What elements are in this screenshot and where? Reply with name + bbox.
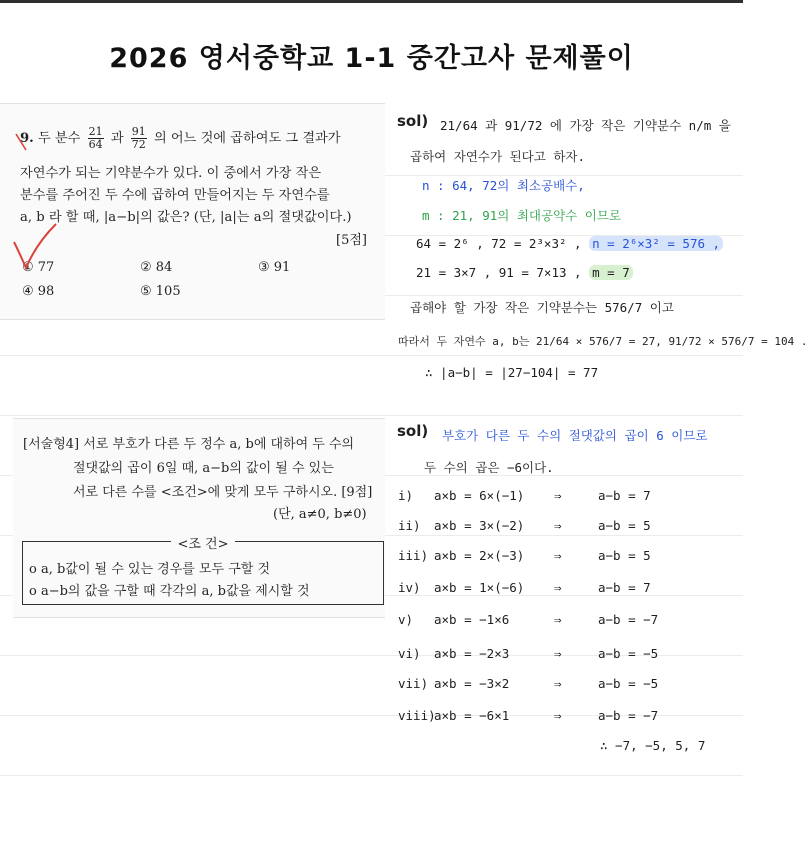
solution-label: sol) xyxy=(397,422,429,440)
solution-9-answer: ∴ |a−b| = |27−104| = 77 xyxy=(425,365,599,380)
problem-4-line-3: 서로 다른 수를 <조건>에 맞게 모두 구하시오. [9점] xyxy=(73,485,373,500)
top-border xyxy=(0,0,743,3)
problem-9-line-3: 분수를 주어진 두 수에 곱하여 만들어지는 두 자연수를 xyxy=(20,188,330,203)
page-title: 2026 영서중학교 1-1 중간고사 문제풀이 xyxy=(109,43,634,74)
fraction-1: $\frac{21}{64}$ xyxy=(88,125,103,151)
condition-title: <조 건> xyxy=(23,533,383,552)
fraction-2: $\frac{91}{72}$ xyxy=(131,125,146,151)
problem-4-line-4: (단, a≠0, b≠0) xyxy=(273,507,367,522)
condition-item: o a, b값이 될 수 있는 경우를 모두 구할 것 xyxy=(29,562,271,577)
ruled-line xyxy=(0,775,743,776)
condition-item: o a−b의 값을 구할 때 각각의 a, b값을 제시할 것 xyxy=(29,584,310,599)
option-2: ② 84 xyxy=(140,260,173,275)
problem-9-line-2: 자연수가 되는 기약분수가 있다. 이 중에서 가장 작은 xyxy=(20,166,322,181)
case-row: vi) a×b = −2×3 ⇒ a−b = −5 xyxy=(398,646,659,661)
case-row: viii)a×b = −6×1 ⇒ a−b = −7 xyxy=(398,708,659,723)
solution-9-line: 21 = 3×7 , 91 = 7×13 , m = 7 xyxy=(416,265,633,280)
problem-text: 두 분수 xyxy=(37,131,81,146)
red-check-mark xyxy=(10,222,58,272)
ruled-line xyxy=(0,355,743,356)
solution-9-line: 따라서 두 자연수 a, b는 21/64 × 576/7 = 27, 91/72 × 576/7 = 104 . xyxy=(398,335,808,348)
option-3: ③ 91 xyxy=(258,260,291,275)
ruled-line xyxy=(0,415,743,416)
condition-box xyxy=(22,537,384,605)
solution-9-line: 64 = 2⁶ , 72 = 2³×3² , n = 2⁶×3² = 576 , xyxy=(416,236,723,251)
problem-text: 의 어느 것에 곱하여도 그 결과가 xyxy=(153,131,341,146)
solution-4-answer: ∴ −7, −5, 5, 7 xyxy=(600,738,706,753)
solution-9-line: m : 21, 91의 최대공약수 이므로 xyxy=(422,208,621,223)
option-5: ⑤ 105 xyxy=(140,284,181,299)
problem-4-line-2: 절댓값의 곱이 6일 때, a−b의 값이 될 수 있는 xyxy=(73,461,334,476)
solution-9-line: n : 64, 72의 최소공배수, xyxy=(422,178,585,193)
problem-4-scan xyxy=(13,418,385,618)
highlight-n: n = 2⁶×3² = 576 , xyxy=(589,236,723,251)
problem-number: 9. xyxy=(20,131,34,146)
case-row: v) a×b = −1×6 ⇒ a−b = −7 xyxy=(398,612,659,627)
solution-9-line: 21/64 과 91/72 에 가장 작은 기약분수 n/m 을 xyxy=(440,118,731,133)
problem-9-line-1 xyxy=(20,126,341,151)
case-row: iv) a×b = 1×(−6) ⇒ a−b = 7 xyxy=(398,580,651,595)
option-4: ④ 98 xyxy=(22,284,55,299)
highlight-m: m = 7 xyxy=(589,265,633,280)
solution-4-intro: 부호가 다른 두 수의 절댓값의 곱이 6 이므로 xyxy=(442,428,708,443)
problem-4-line-1: [서술형4] 서로 부호가 다른 두 정수 a, b에 대하여 두 수의 xyxy=(23,437,355,452)
problem-9-line-4: a, b 라 할 때, |a−b|의 값은? (단, |a|는 a의 절댓값이다.) xyxy=(20,210,352,225)
red-slash-mark xyxy=(12,132,32,152)
solution-4-intro: 두 수의 곱은 −6이다. xyxy=(424,460,554,475)
option-1: ① 77 xyxy=(22,260,55,275)
problem-9-scan xyxy=(0,103,385,320)
case-row: vii) a×b = −3×2 ⇒ a−b = −5 xyxy=(398,676,659,691)
solution-9-line: 곱해야 할 가장 작은 기약분수는 576/7 이고 xyxy=(410,300,674,315)
solution-9-line: 곱하여 자연수가 된다고 하자. xyxy=(410,149,586,164)
score: [5점] xyxy=(336,233,367,248)
problem-text: 과 xyxy=(110,131,124,146)
case-row: i) a×b = 6×(−1) ⇒ a−b = 7 xyxy=(398,488,651,503)
case-row: iii) a×b = 2×(−3) ⇒ a−b = 5 xyxy=(398,548,651,563)
solution-label: sol) xyxy=(397,112,429,130)
case-row: ii) a×b = 3×(−2) ⇒ a−b = 5 xyxy=(398,518,651,533)
